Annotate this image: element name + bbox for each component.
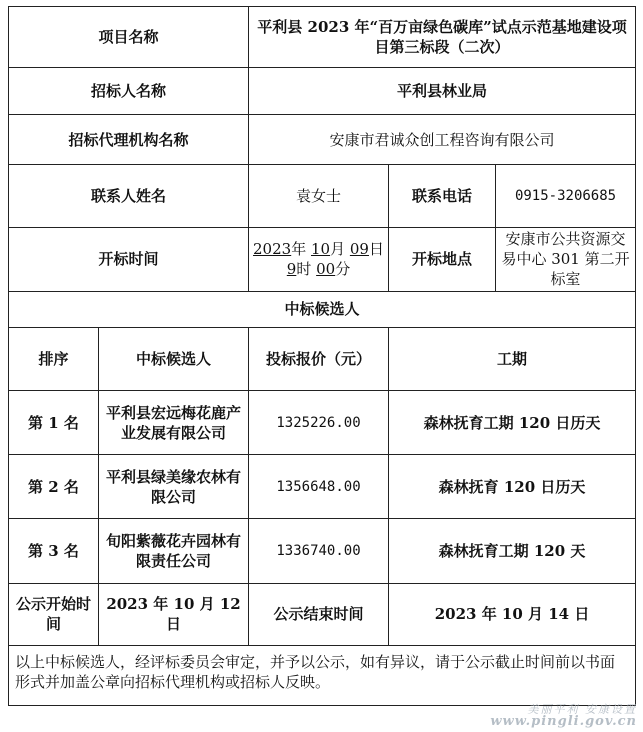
opening-year: 2023 [253,240,292,259]
note-row [9,645,636,705]
contact-row [9,165,636,227]
candidates-section-title: 中标候选人 [9,291,636,327]
opening-day: 09 [349,240,369,259]
candidate-rank: 第 3 名 [9,519,99,583]
site-watermark [490,704,637,728]
candidate-period: 森林抚育 120 日历天 [389,455,636,519]
tenderer-row [9,68,636,115]
contact-phone-label: 联系电话 [389,165,496,227]
opening-minute-unit: 分 [335,260,351,279]
candidates-header-row [9,327,636,390]
opening-year-unit: 年 [291,240,307,259]
candidate-rank: 第 1 名 [9,391,99,455]
opening-place-label: 开标地点 [389,227,496,291]
tenderer-value: 平利县林业局 [249,68,636,115]
table-row [9,519,636,583]
tenderer-label: 招标人名称 [9,68,249,115]
watermark-text: 美丽平利 安康设置 [527,703,637,716]
candidate-rank: 第 2 名 [9,455,99,519]
opening-month: 10 [311,240,331,259]
candidate-price: 1356648.00 [249,455,389,519]
agency-label: 招标代理机构名称 [9,115,249,165]
candidate-period: 森林抚育工期 120 天 [389,519,636,583]
opening-hour-unit: 时 [296,260,312,279]
header-candidate: 中标候选人 [99,327,249,390]
project-row [9,7,636,68]
opening-minute: 00 [316,260,336,279]
candidates-title-row [9,291,636,327]
candidate-price: 1325226.00 [249,391,389,455]
candidate-name: 平利县宏远梅花鹿产业发展有限公司 [99,391,249,455]
opening-day-unit: 日 [368,240,384,259]
opening-row [9,227,636,291]
header-price: 投标报价（元） [249,327,389,390]
contact-name-value: 袁女士 [249,165,389,227]
publicity-start-label: 公示开始时间 [9,583,99,645]
opening-place-value: 安康市公共资源交易中心 301 第二开标室 [496,227,636,291]
publicity-end-label: 公示结束时间 [249,583,389,645]
project-label: 项目名称 [9,7,249,68]
publicity-end-value: 2023 年 10 月 14 日 [389,583,636,645]
opening-time-label: 开标时间 [9,227,249,291]
contact-name-label: 联系人姓名 [9,165,249,227]
project-value: 平利县 2023 年“百万亩绿色碳库”试点示范基地建设项目第三标段（二次） [249,7,636,68]
opening-month-unit: 月 [330,240,346,259]
notice-note: 以上中标候选人，经评标委员会审定，并予以公示，如有异议，请于公示截止时间前以书面形式并加盖公章向招标代理机构或招标人反映。 [9,645,636,705]
agency-row [9,115,636,165]
candidate-period: 森林抚育工期 120 日历天 [389,391,636,455]
bid-notice-table [8,6,636,706]
header-rank: 排序 [9,327,99,390]
opening-time-value [249,227,389,291]
watermark-url: www.pingli.gov.cn [490,714,637,729]
table-row [9,455,636,519]
candidate-name: 平利县绿美缘农林有限公司 [99,455,249,519]
publicity-start-value: 2023 年 10 月 12 日 [99,583,249,645]
header-period: 工期 [389,327,636,390]
opening-hour: 9 [286,260,297,279]
candidate-price: 1336740.00 [249,519,389,583]
candidate-name: 旬阳紫薇花卉园林有限责任公司 [99,519,249,583]
publicity-row [9,583,636,645]
contact-phone-value: 0915-3206685 [496,165,636,227]
table-row [9,391,636,455]
agency-value: 安康市君诚众创工程咨询有限公司 [249,115,636,165]
